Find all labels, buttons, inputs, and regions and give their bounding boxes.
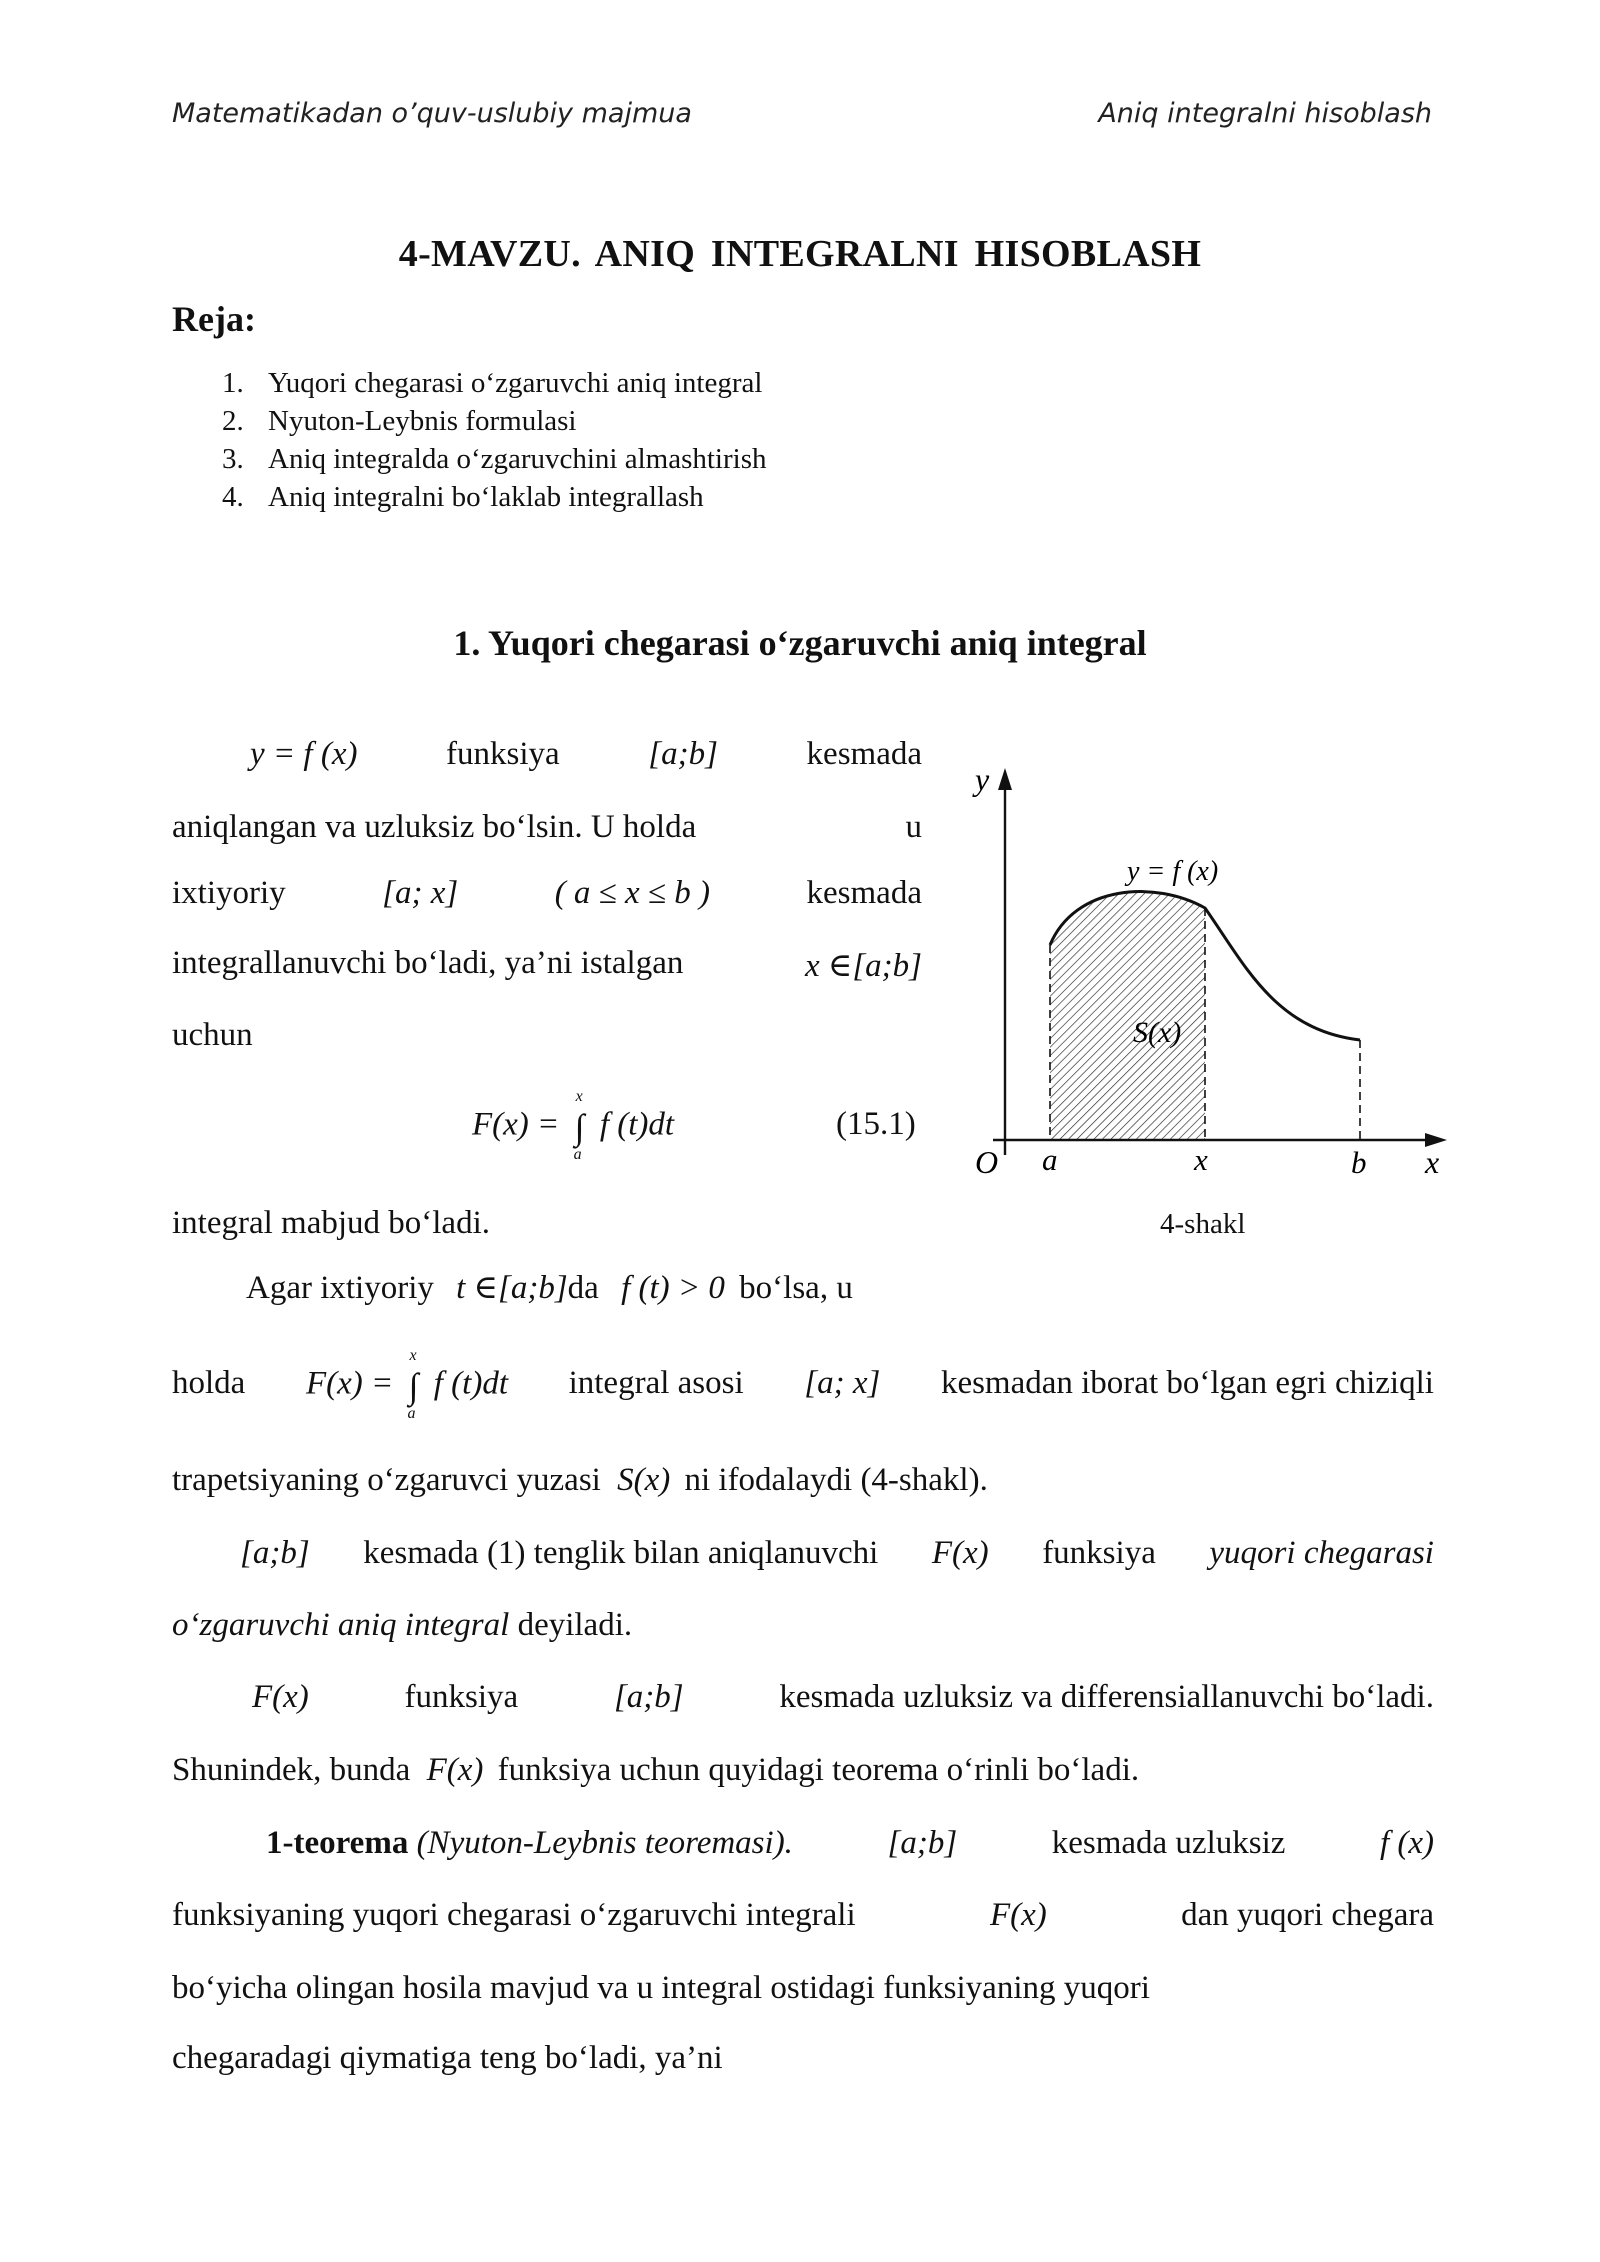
plan-item-text: Aniq integralni bo‘laklab integrallash <box>268 481 704 513</box>
text: da <box>567 1270 599 1306</box>
text: kesmada <box>806 875 922 911</box>
text: kesmada uzluksiz va differensiallanuvchi bo‘ladi. <box>779 1679 1434 1715</box>
plan-item-number: 2. <box>222 405 244 437</box>
math-function: F(x) <box>426 1752 484 1788</box>
math-area: S(x) <box>617 1462 671 1498</box>
para1-line3 <box>172 875 922 912</box>
plan-item-number: 4. <box>222 481 244 513</box>
text: funksiyaning yuqori chegarasi o‘zgaruvchi integrali <box>172 1897 856 1933</box>
math-interval: [a;b] <box>648 736 718 772</box>
para1-line2 <box>172 809 922 846</box>
lower-limit: a <box>407 1405 416 1422</box>
math-function: y = f (x) <box>250 736 358 772</box>
term-italic: yuqori chegarasi <box>1209 1535 1434 1571</box>
text: aniqlangan va uzluksiz bo‘lsin. U holda <box>172 809 697 845</box>
plan-item <box>222 402 767 440</box>
y-arrow-icon <box>998 768 1012 790</box>
a-label: a <box>1042 1142 1058 1177</box>
text: funksiya uchun quyidagi teorema o‘rinli bo‘ladi. <box>497 1752 1140 1788</box>
para2-line1 <box>246 1267 853 1307</box>
text: integral asosi <box>568 1365 744 1401</box>
area-region <box>1050 892 1205 1140</box>
curve-label: y = f (x) <box>1127 856 1219 887</box>
text: funksiya <box>1042 1535 1156 1571</box>
text: kesmada <box>806 736 922 772</box>
para1-line1 <box>172 736 922 773</box>
x-point-label: x <box>1194 1142 1208 1177</box>
text: ixtiyoriy <box>172 875 286 911</box>
text: kesmada uzluksiz <box>1051 1825 1286 1861</box>
math-membership: t ∈[a;b] <box>456 1270 568 1306</box>
math-function: f (x) <box>1379 1825 1434 1861</box>
figure-caption: 4-shakl <box>1160 1208 1246 1240</box>
theorem-heading <box>266 1825 793 1862</box>
text: trapetsiyaning o‘zgaruvci yuzasi <box>172 1462 601 1498</box>
text: integrallanuvchi bo‘ladi, ya’ni istalgan <box>172 945 684 981</box>
formula-integrand: f (t)dt <box>433 1365 508 1402</box>
origin-label: O <box>975 1144 999 1180</box>
area-label: S(x) <box>1133 1016 1182 1049</box>
upper-limit: x <box>409 1347 417 1364</box>
plan-list <box>222 364 767 516</box>
formula-lhs: F(x) = <box>305 1365 394 1402</box>
text: Shunindek, bunda <box>172 1752 411 1788</box>
math-inequality: f (t) > 0 <box>621 1270 725 1306</box>
math-function: F(x) <box>252 1679 309 1715</box>
para2-line2 <box>172 1347 1434 1422</box>
theorem-line3: bo‘yicha olingan hosila mavjud va u integral ostidagi funksiyaning yuqori <box>172 1970 1150 2006</box>
integral-sign-icon: x ∫ a <box>407 1347 419 1422</box>
text: bo‘lsa, u <box>739 1270 853 1306</box>
plan-item-number: 3. <box>222 443 244 475</box>
x-axis-label: x <box>1425 1144 1440 1180</box>
theorem-name: (Nyuton-Leybnis teoremasi). <box>416 1825 793 1861</box>
math-interval: [a; x] <box>804 1365 881 1401</box>
upper-limit: x <box>575 1088 583 1105</box>
plan-heading: Reja: <box>172 299 256 339</box>
math-function: F(x) <box>989 1897 1047 1933</box>
text: holda <box>172 1365 246 1401</box>
plan-item-text: Aniq integralda o‘zgaruvchini almashtirish <box>268 443 767 475</box>
formula-15-1 <box>472 1088 675 1163</box>
text: kesmada (1) tenglik bilan aniqlanuvchi <box>363 1535 879 1571</box>
term-italic: o‘zgaruvchi aniq integral <box>172 1607 510 1643</box>
para1-line5: uchun <box>172 1017 253 1053</box>
b-label: b <box>1351 1145 1367 1180</box>
math-interval: [a; x] <box>382 875 459 911</box>
text: funksiya <box>446 736 560 772</box>
para4-line1 <box>252 1679 1434 1716</box>
para2-line3 <box>172 1462 988 1499</box>
figure-4-graph <box>955 760 1455 1180</box>
integral-sign-icon: x ∫ a <box>573 1088 585 1163</box>
section-title: 1. Yuqori chegarasi o‘zgaruvchi aniq integral <box>453 623 1147 663</box>
para4-line2 <box>172 1752 1139 1789</box>
text: dan yuqori chegara <box>1181 1897 1434 1933</box>
header-right: Aniq integralni hisoblash <box>1098 98 1432 129</box>
text: Agar ixtiyoriy <box>246 1270 434 1306</box>
text: kesmadan iborat bo‘lgan egri chiziqli <box>940 1365 1434 1401</box>
math-interval: [a;b] <box>613 1679 684 1715</box>
plan-item <box>222 364 767 402</box>
math-interval: [a;b] <box>887 1825 958 1861</box>
para1-line4 <box>172 945 922 985</box>
para1-end: integral mabjud bo‘ladi. <box>172 1205 490 1241</box>
formula-lhs: F(x) = <box>472 1106 560 1143</box>
plan-item <box>222 478 767 516</box>
theorem-label: 1-teorema <box>266 1825 409 1861</box>
plan-item-text: Yuqori chegarasi o‘zgaruvchi aniq integral <box>268 367 763 399</box>
math-function: F(x) <box>931 1535 989 1571</box>
para3-line2 <box>172 1607 632 1644</box>
math-membership: x ∈[a;b] <box>805 948 922 984</box>
plan-item-text: Nyuton-Leybnis formulasi <box>268 405 577 437</box>
formula-integrand: f (t)dt <box>599 1106 675 1143</box>
theorem-line2 <box>172 1897 1434 1934</box>
header-left: Matematikadan o’quv-uslubiy majmua <box>172 98 692 129</box>
para3-line1 <box>240 1535 1434 1572</box>
lower-limit: a <box>573 1146 582 1163</box>
math-interval: [a;b] <box>240 1535 310 1571</box>
math-condition: ( a ≤ x ≤ b ) <box>554 875 711 911</box>
text: ni ifodalaydi (4-shakl). <box>684 1462 988 1498</box>
inline-formula <box>305 1347 508 1422</box>
text: funksiya <box>404 1679 519 1715</box>
theorem-line4: chegaradagi qiymatiga teng bo‘ladi, ya’ni <box>172 2040 723 2076</box>
text: u <box>905 809 922 845</box>
formula-number: (15.1) <box>836 1106 916 1142</box>
page-title: 4-MAVZU. ANIQ INTEGRALNI HISOBLASH <box>398 233 1202 275</box>
plan-item-number: 1. <box>222 367 244 399</box>
plan-item <box>222 440 767 478</box>
theorem-line1 <box>266 1825 1434 1862</box>
text: deyiladi. <box>517 1607 633 1643</box>
y-axis-label: y <box>975 761 990 797</box>
